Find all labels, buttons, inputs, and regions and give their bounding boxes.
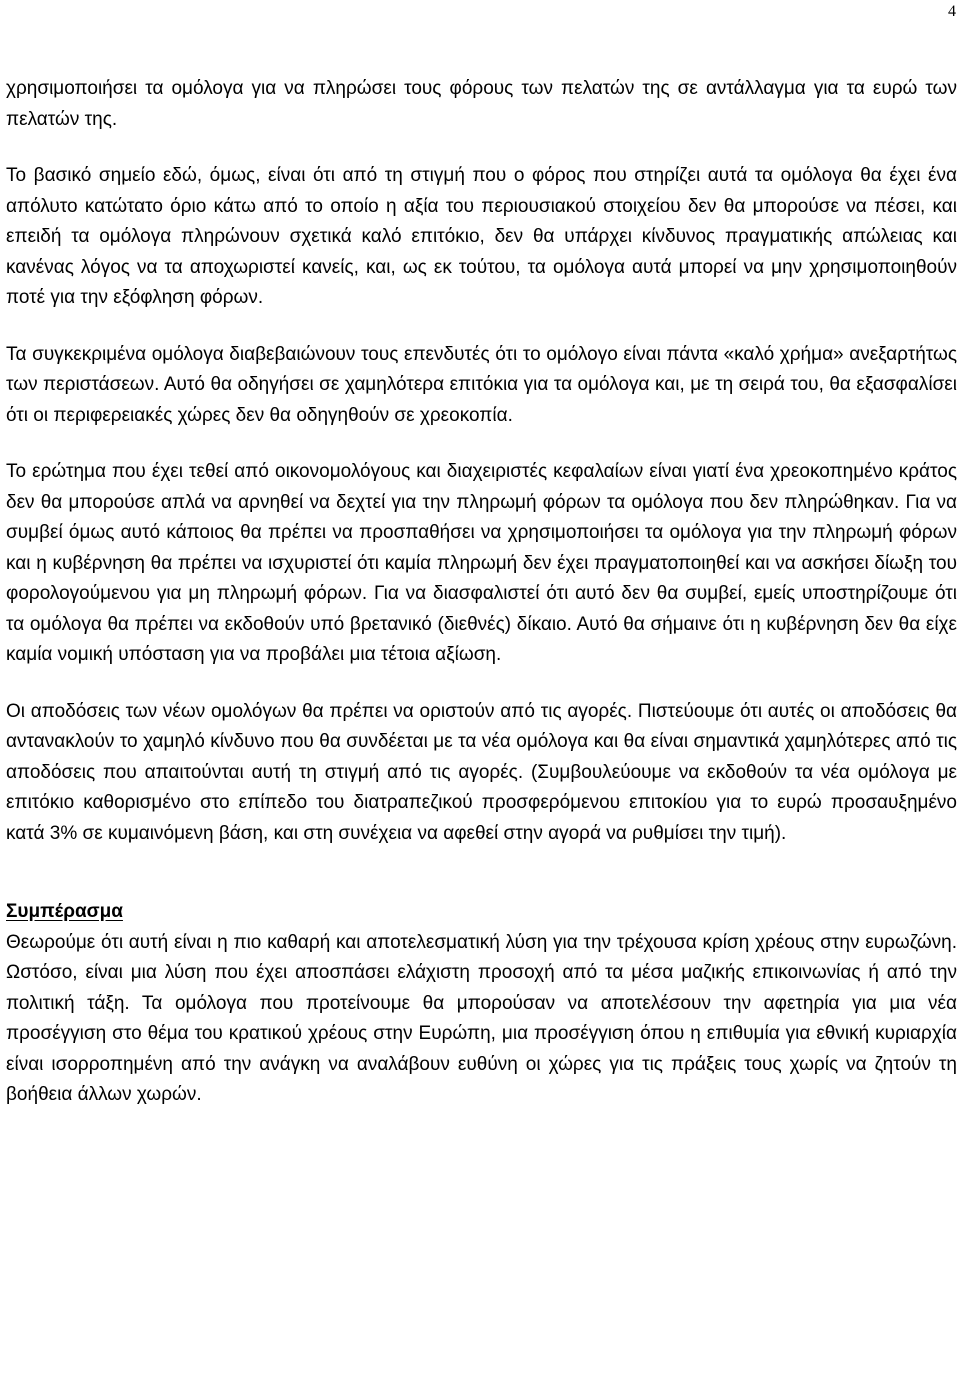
document-body — [6, 74, 957, 1111]
paragraph-5: Οι αποδόσεις των νέων ομολόγων θα πρέπει να οριστούν από τις αγορές. Πιστεύουμε ότι αυτές οι αποδόσεις θα αντανακλούν το χαμηλό κίνδυνο που θα συνδέεται με τα νέα ομόλογα και θα είναι σημαντικά χαμηλότερες από τις αποδόσεις που απαιτούνται αυτή τη στιγμή από τις αγορές. (Συμβουλεύουμε να εκδοθούν τα νέα ομόλογα με επιτόκιο καθορισμένο στο επίπεδο του διατραπεζικού προσφερόμενου επιτοκίου για το ευρώ προσαυξημένο κατά 3% σε κυμαινόμενη βάση, και στη συνέχεια να αφεθεί στην αγορά να ρυθμίσει την τιμή). — [6, 700, 957, 844]
paragraph-1: χρησιμοποιήσει τα ομόλογα για να πληρώσει τους φόρους των πελατών της σε αντάλλαγμα για τα ευρώ των πελατών της. — [6, 78, 957, 130]
conclusion-heading: Συμπέρασμα — [6, 901, 123, 922]
paragraph-2: Το βασικό σημείο εδώ, όμως, είναι ότι από τη στιγμή που ο φόρος που στηρίζει αυτά τα ομόλογα θα έχει ένα απόλυτο κατώτατο όριο κάτω από το οποίο η αξία του περιουσιακού στοιχείου δεν θα μπορούσε να πέσει, και επειδή τα ομόλογα πληρώνουν σχετικά καλό επιτόκιο, δεν θα υπάρχει κίνδυνος πραγματικής απώλειας και κανένας λόγος να τα αποχωριστεί κανείς, και, ως εκ τούτου, τα ομόλογα αυτά μπορεί να μην χρησιμοποιηθούν ποτέ για την εξόφληση φόρων. — [6, 165, 957, 308]
conclusion-paragraph: Θεωρούμε ότι αυτή είναι η πιο καθαρή και αποτελεσματική λύση για την τρέχουσα κρίση χρέους στην ευρωζώνη. Ωστόσο, είναι μια λύση που έχει αποσπάσει ελάχιστη προσοχή από τα μέσα μαζικής επικοινωνίας ή από την πολιτική τάξη. Τα ομόλογα που προτείνουμε θα μπορούσαν να αποτελέσουν την αφετηρία για μια νέα προσέγγιση στο θέμα του κρατικού χρέους στην Ευρώπη, μια προσέγγιση όπου η επιθυμία για εθνική κυριαρχία είναι ισορροπημένη από την ανάγκη να αναλάβουν ευθύνη οι χώρες για τις πράξεις τους χωρίς να ζητούν τη βοήθεια άλλων χωρών. — [6, 931, 957, 1105]
paragraph-4: Το ερώτημα που έχει τεθεί από οικονομολόγους και διαχειριστές κεφαλαίων είναι γιατί ένα χρεοκοπημένο κράτος δεν θα μπορούσε απλά να αρνηθεί να δεχτεί για την πληρωμή φόρων τα ομόλογα που δεν πληρώθηκαν. Για να συμβεί όμως αυτό κάποιος θα πρέπει να προσπαθήσει να χρησιμοποιήσει τα ομόλογα για την πληρωμή φόρων και η κυβέρνηση θα πρέπει να ισχυριστεί ότι καμία πληρωμή δεν έχει πραγματοποιηθεί και να ασκήσει δίωξη του φορολογούμενου για μη πληρωμή φόρων. Για να διασφαλιστεί ότι αυτό δεν θα συμβεί, εμείς υποστηρίζουμε ότι τα ομόλογα θα πρέπει να εκδοθούν υπό βρετανικό (διεθνές) δίκαιο. Αυτό θα σήμαινε ότι η κυβέρνηση δεν θα είχε καμία νομική υπόσταση για να προβάλει μια τέτοια αξίωση. — [6, 461, 957, 665]
page-number: 4 — [948, 3, 956, 20]
paragraph-3: Τα συγκεκριμένα ομόλογα διαβεβαιώνουν τους επενδυτές ότι το ομόλογο είναι πάντα «καλό χρήμα» ανεξαρτήτως των περιστάσεων. Αυτό θα οδηγήσει σε χαμηλότερα επιτόκια για τα ομόλογα και, με τη σειρά του, θα εξασφαλίσει ότι οι περιφερειακές χώρες δεν θα οδηγηθούν σε χρεοκοπία. — [6, 343, 957, 426]
